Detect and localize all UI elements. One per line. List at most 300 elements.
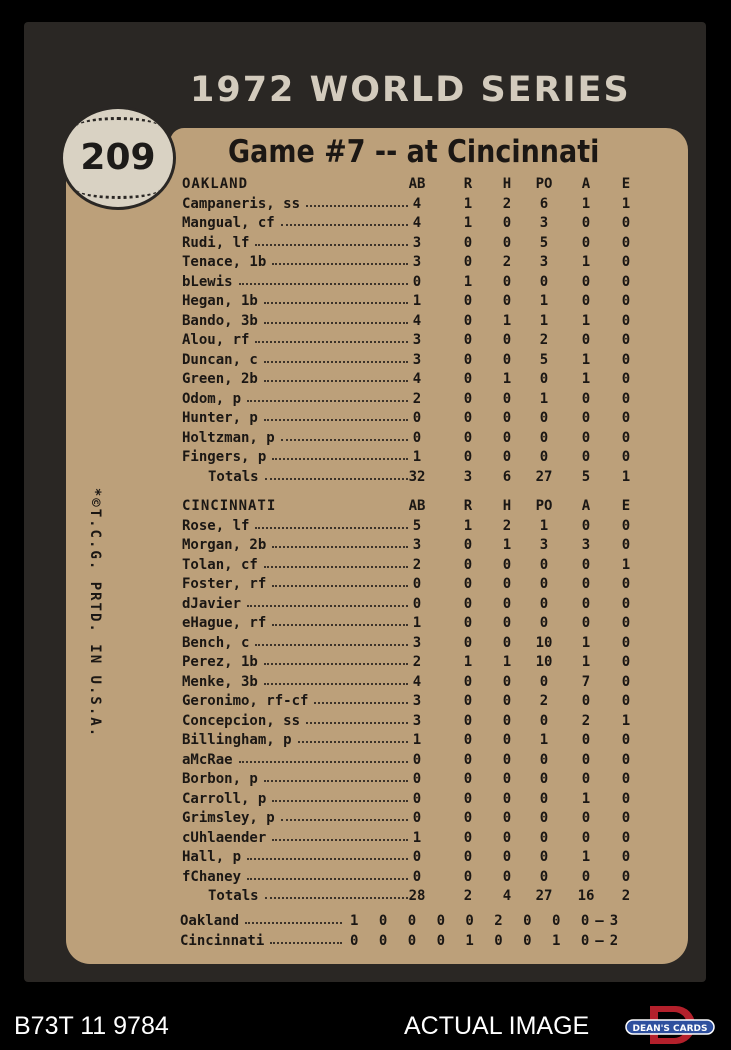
player-name: eHague, rf (182, 615, 267, 631)
stat-cell: 16 (577, 888, 595, 904)
leader-dots (265, 478, 408, 480)
player-name: Borbon, p (182, 771, 258, 787)
stat-cell: 2 (539, 332, 549, 348)
stat-cell: 0 (502, 693, 512, 709)
stat-cell: 0 (539, 429, 549, 446)
stat-cell: 1 (539, 390, 549, 407)
stat-cell: 0 (581, 517, 591, 534)
player-name: fChaney (182, 868, 242, 885)
stat-cell: 0 (502, 410, 512, 426)
stat-cell: 1 (621, 556, 631, 573)
stat-cell: 3 (412, 351, 422, 368)
stat-cell: 0 (539, 273, 549, 290)
leader-dots (272, 624, 408, 626)
leader-dots (281, 819, 408, 821)
stat-cell: 0 (463, 449, 473, 465)
stat-cell: 0 (581, 732, 591, 748)
leader-dots (270, 942, 342, 944)
column-header: H (502, 176, 512, 192)
stat-cell: 0 (581, 693, 591, 709)
stat-cell: 2 (412, 654, 422, 670)
stat-cell: 2 (412, 390, 422, 407)
stat-cell: 0 (502, 849, 512, 865)
stat-cell: 0 (463, 712, 473, 729)
stat-cell: 0 (581, 576, 591, 592)
player-row (182, 293, 652, 313)
stat-cell: 0 (621, 254, 631, 270)
stat-cell: 4 (412, 215, 422, 231)
player-row (182, 196, 652, 216)
leader-dots (264, 380, 408, 382)
player-row (182, 693, 652, 713)
stat-cell: 0 (621, 771, 631, 787)
linescore-innings: 1 0 0 0 0 2 0 0 0—3 (350, 913, 625, 929)
stat-cell: 1 (412, 293, 422, 309)
column-header: E (621, 498, 631, 514)
stat-cell: 0 (581, 449, 591, 465)
game-title: Game #7 -- at Cincinnati (228, 134, 600, 170)
column-header: H (502, 498, 512, 514)
stat-cell: 0 (539, 576, 549, 592)
leader-dots (245, 922, 342, 924)
stat-cell: 2 (502, 254, 512, 270)
player-name: Carroll, p (182, 790, 267, 807)
player-row (182, 596, 652, 616)
stat-cell: 1 (412, 732, 422, 748)
stat-cell: 27 (535, 468, 553, 485)
leader-dots (264, 302, 408, 304)
player-row (182, 332, 652, 352)
stat-cell: 0 (621, 790, 631, 807)
section-gap (182, 488, 652, 498)
stat-cell: 1 (581, 654, 591, 670)
stat-cell: 0 (463, 410, 473, 426)
series-title: 1972 WORLD SERIES (190, 70, 631, 110)
leader-dots (264, 566, 408, 568)
stat-cell: 0 (621, 390, 631, 407)
player-row (182, 791, 652, 811)
stat-cell: 0 (502, 790, 512, 807)
stat-cell: 0 (463, 312, 473, 329)
copyright-text: *©T.C.G. PRTD. IN U.S.A. (87, 487, 103, 739)
stat-cell: 7 (581, 673, 591, 690)
stat-cell: 0 (539, 449, 549, 465)
team-header-row (182, 176, 652, 196)
stat-cell: 3 (412, 712, 422, 729)
stat-cell: 1 (539, 293, 549, 309)
stat-cell: 0 (502, 234, 512, 251)
stat-cell: 1 (581, 195, 591, 212)
player-name: Hegan, 1b (182, 293, 258, 309)
stat-cell: 0 (539, 556, 549, 573)
stat-cell: 0 (463, 751, 473, 768)
stat-cell: 0 (539, 712, 549, 729)
stat-cell: 1 (463, 195, 473, 212)
player-name: cUhlaender (182, 829, 267, 846)
leader-dots (272, 839, 408, 841)
stat-cell: 28 (408, 888, 426, 904)
stat-cell: 1 (621, 195, 631, 212)
player-row (182, 771, 652, 791)
player-row (182, 752, 652, 772)
stat-cell: 0 (502, 556, 512, 573)
stat-cell: 0 (581, 273, 591, 290)
stat-cell: 0 (502, 576, 512, 592)
player-row (182, 732, 652, 752)
linescore-team: Cincinnati (180, 933, 265, 949)
stat-cell: 1 (463, 654, 473, 670)
stat-cell: 1 (621, 712, 631, 729)
stat-cell: 3 (412, 234, 422, 251)
stat-cell: 10 (535, 654, 553, 670)
stat-cell: 0 (581, 234, 591, 251)
leader-dots (255, 341, 408, 343)
player-row (182, 674, 652, 694)
player-row (182, 869, 652, 889)
stat-cell: 0 (621, 810, 631, 826)
player-name: Hall, p (182, 849, 242, 865)
stat-cell: 0 (412, 868, 422, 885)
stat-cell: 0 (502, 751, 512, 768)
stat-cell: 1 (502, 371, 512, 387)
stat-cell: 3 (412, 693, 422, 709)
stat-cell: 2 (502, 195, 512, 212)
stat-cell: 0 (539, 849, 549, 865)
linescore-row (180, 913, 650, 933)
player-row (182, 430, 652, 450)
player-row (182, 235, 652, 255)
stat-cell: 0 (581, 429, 591, 446)
stat-cell: 2 (581, 712, 591, 729)
baseball-icon (60, 106, 176, 210)
stat-cell: 0 (539, 673, 549, 690)
player-name: Totals (208, 888, 259, 904)
column-header: AB (408, 176, 426, 192)
actual-image-label: ACTUAL IMAGE (404, 1012, 590, 1040)
stat-cell: 0 (621, 576, 631, 592)
stat-cell: 0 (502, 615, 512, 631)
team-header-row (182, 498, 652, 518)
stat-cell: 0 (621, 615, 631, 631)
stat-cell: 1 (502, 312, 512, 329)
leader-dots (265, 897, 408, 899)
team-name: CINCINNATI (182, 498, 277, 514)
stat-cell: 5 (412, 517, 422, 534)
leader-dots (239, 283, 408, 285)
leader-dots (264, 322, 408, 324)
stat-cell: 0 (581, 390, 591, 407)
stat-cell: 4 (412, 195, 422, 212)
stat-cell: 0 (463, 293, 473, 309)
stat-cell: 0 (539, 771, 549, 787)
stat-cell: 0 (502, 810, 512, 826)
leader-dots (272, 546, 408, 548)
stat-cell: 0 (463, 615, 473, 631)
leader-dots (306, 205, 408, 207)
leader-dots (255, 527, 408, 529)
stat-cell: 0 (621, 849, 631, 865)
player-row (182, 849, 652, 869)
player-row (182, 352, 652, 372)
player-name: Odom, p (182, 390, 242, 407)
leader-dots (298, 741, 408, 743)
column-header: AB (408, 498, 426, 514)
player-name: Duncan, c (182, 351, 258, 368)
stat-cell: 0 (621, 829, 631, 846)
stat-cell: 0 (621, 654, 631, 670)
stat-cell: 0 (621, 517, 631, 534)
stat-cell: 1 (463, 215, 473, 231)
stat-cell: 6 (502, 468, 512, 485)
stat-cell: 0 (621, 732, 631, 748)
player-row (182, 410, 652, 430)
stat-cell: 0 (539, 790, 549, 807)
stat-cell: 0 (621, 868, 631, 885)
stat-cell: 5 (539, 351, 549, 368)
player-row (182, 313, 652, 333)
leader-dots (264, 780, 408, 782)
player-name: Tenace, 1b (182, 254, 267, 270)
stat-cell: 0 (412, 751, 422, 768)
player-row (182, 654, 652, 674)
stat-cell: 6 (539, 195, 549, 212)
player-name: Geronimo, rf-cf (182, 693, 309, 709)
stat-cell: 5 (581, 468, 591, 485)
linescore-row (180, 933, 650, 953)
stat-cell: 1 (463, 273, 473, 290)
stat-cell: 1 (581, 351, 591, 368)
stat-cell: 4 (412, 371, 422, 387)
stat-cell: 0 (502, 712, 512, 729)
leader-dots (264, 683, 408, 685)
stat-cell: 0 (412, 790, 422, 807)
stat-cell: 0 (502, 595, 512, 612)
player-name: Green, 2b (182, 371, 258, 387)
player-name: Hunter, p (182, 410, 258, 426)
stat-cell: 1 (463, 517, 473, 534)
player-name: Campaneris, ss (182, 195, 301, 212)
player-name: bLewis (182, 273, 233, 290)
stat-cell: 0 (463, 351, 473, 368)
stat-cell: 0 (581, 332, 591, 348)
leader-dots (272, 263, 408, 265)
stat-cell: 1 (581, 254, 591, 270)
stat-cell: 1 (502, 537, 512, 553)
stat-cell: 1 (581, 312, 591, 329)
stat-cell: 1 (412, 615, 422, 631)
stat-cell: 0 (463, 634, 473, 651)
linescore-team: Oakland (180, 913, 240, 929)
player-name: Fingers, p (182, 449, 267, 465)
player-name: Billingham, p (182, 732, 292, 748)
player-row (182, 713, 652, 733)
box-score-table (182, 176, 652, 908)
leader-dots (247, 858, 408, 860)
stat-cell: 0 (581, 293, 591, 309)
stat-cell: 0 (463, 732, 473, 748)
stitch-top (77, 117, 159, 136)
stat-cell: 1 (581, 371, 591, 387)
stat-cell: 0 (463, 829, 473, 846)
stat-cell: 0 (581, 615, 591, 631)
stat-cell: 4 (412, 673, 422, 690)
player-name: dJavier (182, 595, 242, 612)
stat-cell: 3 (539, 254, 549, 270)
column-header: A (581, 498, 591, 514)
stat-cell: 0 (621, 293, 631, 309)
leader-dots (239, 761, 408, 763)
stat-cell: 0 (502, 273, 512, 290)
stat-cell: 0 (463, 234, 473, 251)
stat-cell: 2 (412, 556, 422, 573)
stat-cell: 1 (539, 732, 549, 748)
stat-cell: 1 (539, 312, 549, 329)
player-row (182, 576, 652, 596)
player-name: Totals (208, 468, 259, 485)
stat-cell: 0 (463, 332, 473, 348)
player-name: Mangual, cf (182, 215, 275, 231)
player-row (182, 391, 652, 411)
stat-cell: 0 (412, 410, 422, 426)
stat-cell: 0 (621, 595, 631, 612)
stat-cell: 10 (535, 634, 553, 651)
stat-cell: 0 (539, 868, 549, 885)
stat-cell: 0 (502, 351, 512, 368)
stat-cell: 1 (621, 468, 631, 485)
stat-cell: 1 (581, 634, 591, 651)
stat-cell: 2 (502, 517, 512, 534)
stat-cell: 2 (463, 888, 473, 904)
stat-cell: 0 (463, 771, 473, 787)
stat-cell: 0 (502, 429, 512, 446)
stat-cell: 0 (412, 810, 422, 826)
player-name: Bench, c (182, 634, 250, 651)
column-header: R (463, 176, 473, 192)
player-name: Concepcion, ss (182, 712, 301, 729)
player-row (182, 635, 652, 655)
stat-cell: 1 (412, 829, 422, 846)
leader-dots (281, 224, 408, 226)
leader-dots (264, 663, 408, 665)
stat-cell: 3 (539, 537, 549, 553)
player-row (182, 449, 652, 469)
leader-dots (247, 400, 408, 402)
player-name: Rose, lf (182, 517, 250, 534)
stat-cell: 0 (621, 537, 631, 553)
totals-row (182, 888, 652, 908)
stat-cell: 0 (621, 693, 631, 709)
logo-text: DEAN'S CARDS (632, 1024, 708, 1034)
stat-cell: 0 (621, 332, 631, 348)
column-header: A (581, 176, 591, 192)
player-name: Perez, 1b (182, 654, 258, 670)
leader-dots (247, 605, 408, 607)
stat-cell: 0 (621, 673, 631, 690)
stat-cell: 0 (502, 215, 512, 231)
stat-cell: 0 (463, 673, 473, 690)
player-row (182, 615, 652, 635)
stat-cell: 0 (502, 634, 512, 651)
stat-cell: 1 (412, 449, 422, 465)
stat-cell: 0 (502, 829, 512, 846)
deans-cards-logo (622, 1004, 718, 1046)
stat-cell: 0 (463, 254, 473, 270)
stat-cell: 0 (539, 829, 549, 846)
stat-cell: 0 (463, 371, 473, 387)
stat-cell: 1 (581, 849, 591, 865)
stat-cell: 0 (412, 771, 422, 787)
player-row (182, 810, 652, 830)
stat-cell: 1 (539, 517, 549, 534)
player-row (182, 557, 652, 577)
stat-cell: 0 (581, 410, 591, 426)
stat-cell: 0 (463, 849, 473, 865)
stat-cell: 0 (463, 556, 473, 573)
stat-cell: 0 (621, 234, 631, 251)
linescore-innings: 0 0 0 0 1 0 0 1 0—2 (350, 933, 625, 949)
player-name: Alou, rf (182, 332, 250, 348)
stat-cell: 0 (621, 312, 631, 329)
stat-cell: 0 (463, 810, 473, 826)
stat-cell: 0 (412, 576, 422, 592)
stat-cell: 0 (463, 576, 473, 592)
stat-cell: 0 (502, 293, 512, 309)
stat-cell: 0 (502, 732, 512, 748)
stat-cell: 0 (581, 751, 591, 768)
stat-cell: 0 (463, 595, 473, 612)
totals-row (182, 469, 652, 489)
stat-cell: 0 (463, 790, 473, 807)
stat-cell: 0 (581, 771, 591, 787)
player-name: Rudi, lf (182, 234, 250, 251)
leader-dots (306, 722, 408, 724)
stat-cell: 0 (581, 868, 591, 885)
stat-cell: 32 (408, 468, 426, 485)
leader-dots (255, 644, 408, 646)
stat-cell: 0 (502, 449, 512, 465)
stat-cell: 0 (581, 595, 591, 612)
stat-cell: 1 (502, 654, 512, 670)
column-header: R (463, 498, 473, 514)
stat-cell: 0 (539, 810, 549, 826)
stat-cell: 0 (412, 273, 422, 290)
leader-dots (281, 439, 408, 441)
stat-cell: 0 (621, 371, 631, 387)
leader-dots (264, 419, 408, 421)
stat-cell: 0 (621, 273, 631, 290)
player-name: aMcRae (182, 751, 233, 768)
stat-cell: 0 (412, 429, 422, 446)
player-name: Tolan, cf (182, 556, 258, 573)
stat-cell: 0 (539, 410, 549, 426)
player-name: Foster, rf (182, 576, 267, 592)
player-name: Holtzman, p (182, 429, 275, 446)
stat-cell: 3 (463, 468, 473, 485)
leader-dots (255, 244, 408, 246)
stat-cell: 0 (581, 810, 591, 826)
player-row (182, 371, 652, 391)
player-row (182, 518, 652, 538)
line-score (180, 913, 650, 953)
leader-dots (247, 878, 408, 880)
stat-cell: 0 (621, 410, 631, 426)
stat-cell: 0 (463, 693, 473, 709)
team-name: OAKLAND (182, 176, 249, 192)
stat-cell: 0 (502, 332, 512, 348)
player-name: Bando, 3b (182, 312, 258, 329)
stat-cell: 0 (621, 449, 631, 465)
stat-cell: 0 (463, 868, 473, 885)
